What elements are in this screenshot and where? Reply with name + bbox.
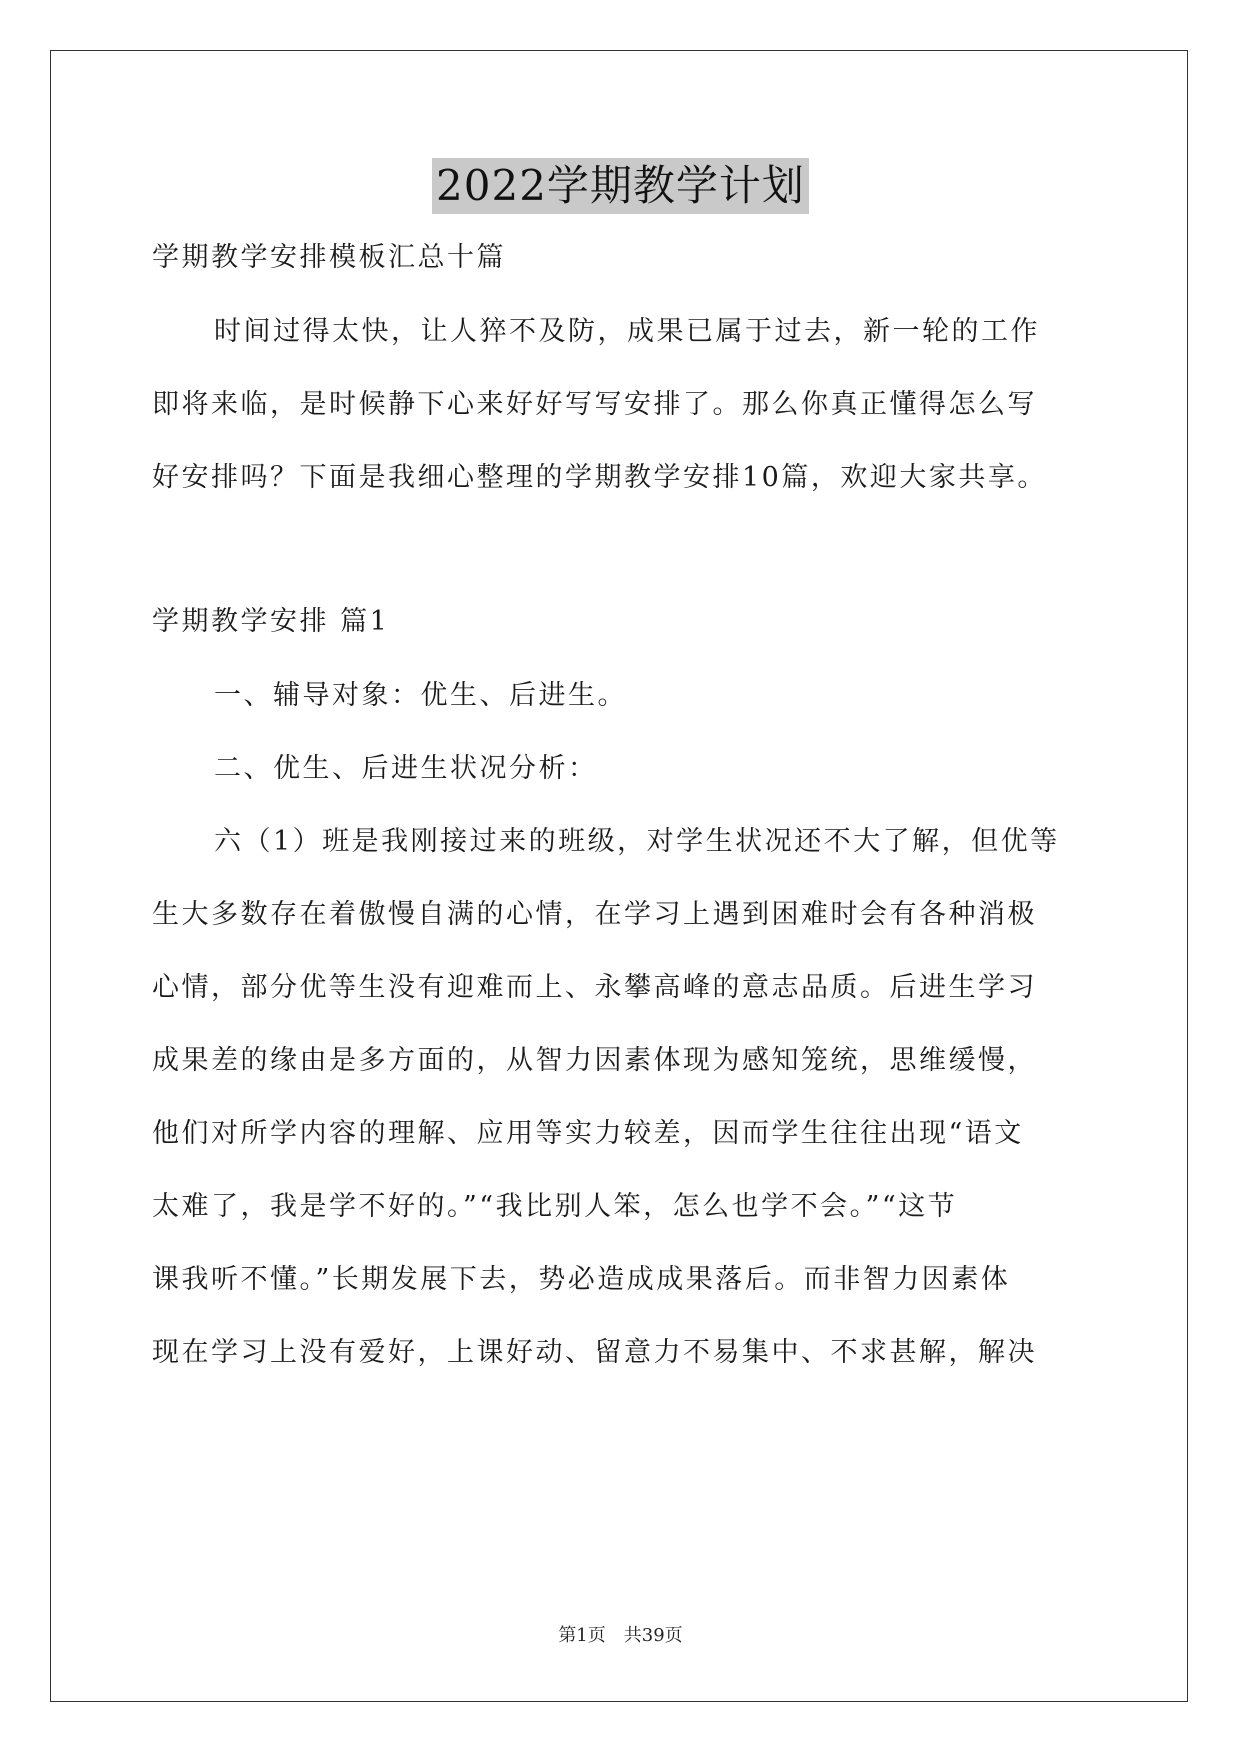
intro-line: 好安排吗？下面是我细心整理的学期教学安排10篇，欢迎大家共享。 [152,462,1047,493]
body-line: 课我听不懂。”长期发展下去，势必造成成果落后。而非智力因素体 [152,1264,1011,1295]
page-number: 第1页 [558,1625,606,1646]
page-border [50,50,1188,1702]
body-line: 成果差的缘由是多方面的，从智力因素体现为感知笼统，思维缓慢， [152,1045,1037,1076]
body-line: 心情，部分优等生没有迎难而上、永攀高峰的意志品质。后进生学习 [152,972,1037,1003]
body-line: 他们对所学内容的理解、应用等实力较差，因而学生往往出现“语文 [152,1118,1024,1149]
body-line: 太难了，我是学不好的。”“我比别人笨，怎么也学不会。”“这节 [152,1191,958,1222]
body-line: 生大多数存在着傲慢自满的心情，在学习上遇到困难时会有各种消极 [152,899,1037,930]
title-container [0,158,1241,214]
document-title: 2022学期教学计划 [432,158,809,214]
list-item: 一、辅导对象：优生、后进生。 [214,680,627,711]
page-footer [0,1624,1241,1648]
section-heading: 学期教学安排 篇1 [152,606,390,637]
body-line: 六（1）班是我刚接过来的班级，对学生状况还不大了解，但优等 [214,826,1060,857]
intro-line: 即将来临，是时候静下心来好好写写安排了。那么你真正懂得怎么写 [152,389,1037,420]
page-total: 共39页 [623,1625,683,1646]
list-item: 二、优生、后进生状况分析： [214,753,598,784]
body-line: 现在学习上没有爱好，上课好动、留意力不易集中、不求甚解，解决 [152,1337,1037,1368]
document-subtitle: 学期教学安排模板汇总十篇 [152,242,506,273]
intro-line: 时间过得太快，让人猝不及防，成果已属于过去，新一轮的工作 [214,316,1040,347]
